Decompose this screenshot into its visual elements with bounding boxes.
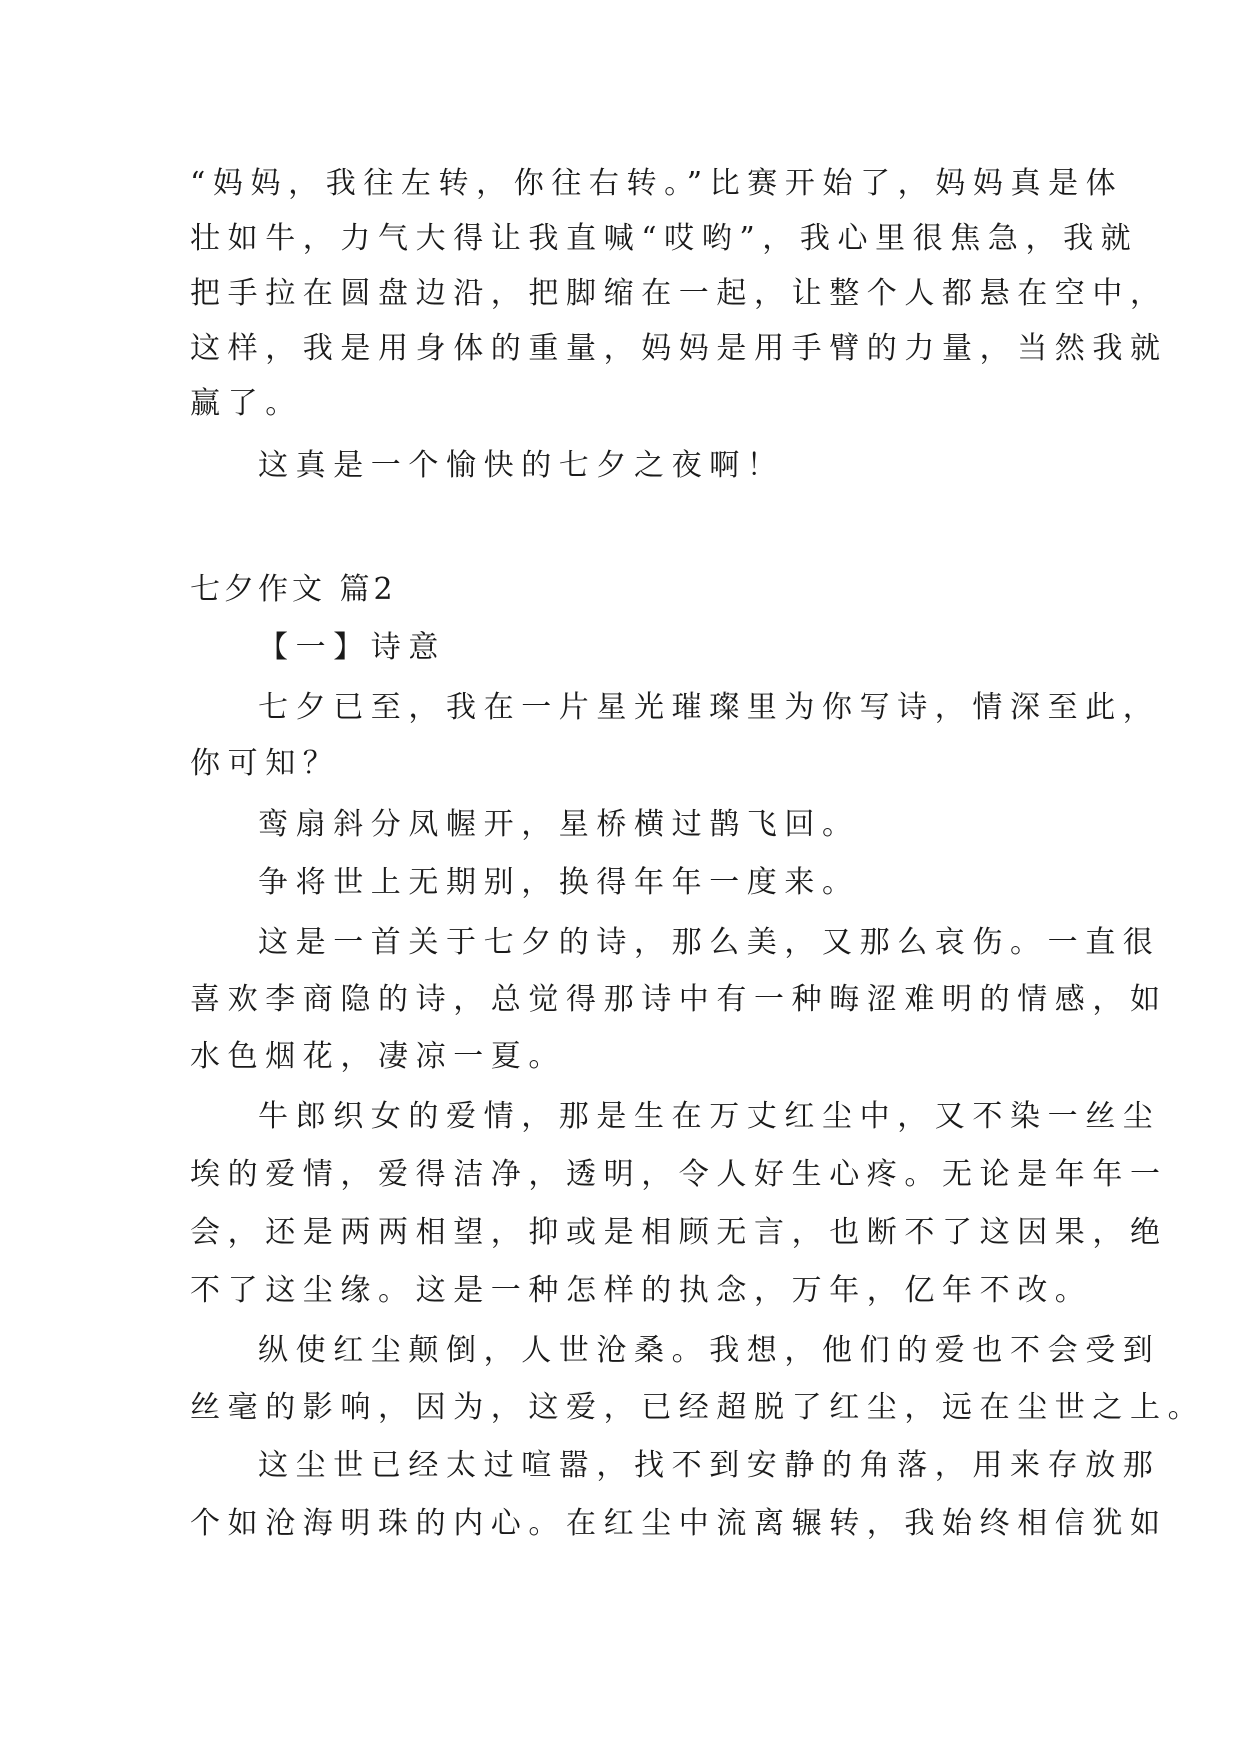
poem-line: 鸾扇斜分凤幄开，星桥横过鹊飞回。 — [258, 807, 860, 842]
text-line: 你可知？ — [190, 746, 341, 781]
text-line: 壮如牛，力气大得让我直喊“哎哟”，我心里很焦急，我就 — [190, 221, 1139, 256]
text-line: 水色烟花，凄凉一夏。 — [190, 1039, 566, 1074]
text-line: 丝毫的影响，因为，这爱，已经超脱了红尘，远在尘世之上。 — [190, 1390, 1206, 1425]
text-line: 埃的爱情，爱得洁净，透明，令人好生心疼。无论是年年一 — [190, 1157, 1168, 1192]
text-line: 会，还是两两相望，抑或是相顾无言，也断不了这因果，绝 — [190, 1215, 1168, 1250]
text-line: 这尘世已经太过喧嚣，找不到安静的角落，用来存放那 — [258, 1448, 1161, 1483]
text-line: 把手拉在圆盘边沿，把脚缩在一起，让整个人都悬在空中， — [190, 276, 1168, 311]
text-line: 个如沧海明珠的内心。在红尘中流离辗转，我始终相信犹如 — [190, 1506, 1168, 1541]
section-heading: 七夕作文 篇2 — [190, 572, 397, 607]
text-line: 这真是一个愉快的七夕之夜啊！ — [258, 448, 785, 483]
text-line: 纵使红尘颠倒，人世沧桑。我想，他们的爱也不会受到 — [258, 1333, 1161, 1368]
text-line: 这是一首关于七夕的诗，那么美，又那么哀伤。一直很 — [258, 925, 1161, 960]
text-line: 牛郎织女的爱情，那是生在万丈红尘中，又不染一丝尘 — [258, 1099, 1161, 1134]
poem-line: 争将世上无期别，换得年年一度来。 — [258, 865, 860, 900]
subsection-heading: 【一】诗意 — [258, 630, 446, 665]
text-line: 这样，我是用身体的重量，妈妈是用手臂的力量，当然我就 — [190, 331, 1168, 366]
text-line: “妈妈，我往左转，你往右转。”比赛开始了，妈妈真是体 — [190, 166, 1124, 201]
text-line: 喜欢李商隐的诗，总觉得那诗中有一种晦涩难明的情感，如 — [190, 982, 1168, 1017]
text-line: 赢了。 — [190, 386, 303, 421]
text-line: 不了这尘缘。这是一种怎样的执念，万年，亿年不改。 — [190, 1273, 1093, 1308]
text-line: 七夕已至，我在一片星光璀璨里为你写诗，情深至此， — [258, 690, 1161, 725]
